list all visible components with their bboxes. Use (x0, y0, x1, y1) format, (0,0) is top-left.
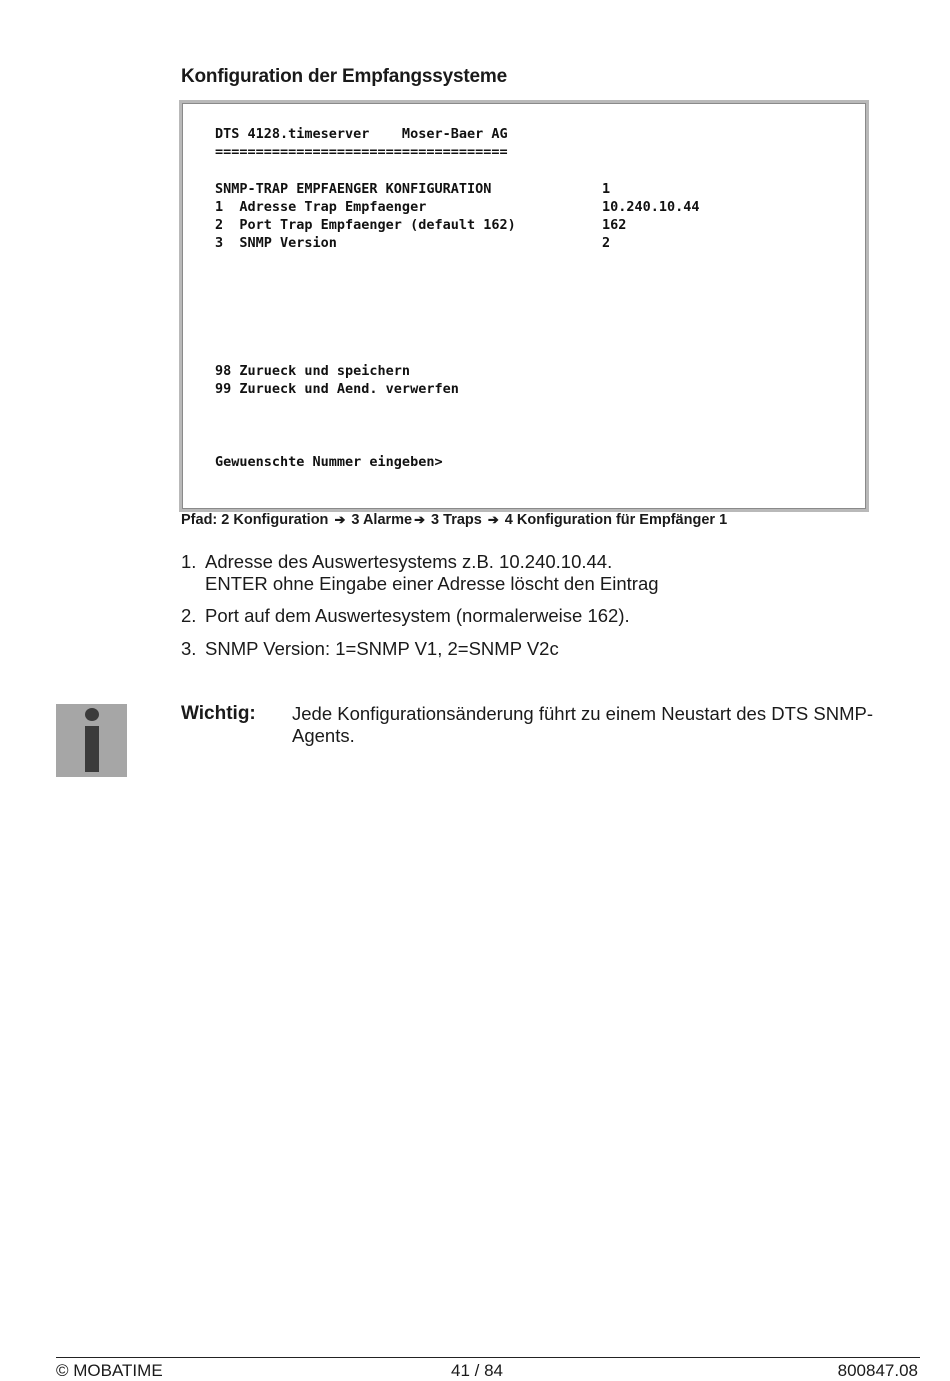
list-text: ENTER ohne Eingabe einer Adresse löscht den Eintrag (205, 573, 659, 594)
arrow-right-icon: ➔ (414, 512, 426, 527)
terminal-option-value: 162 (602, 217, 627, 233)
note-label: Wichtig: (181, 703, 256, 724)
terminal-action-save: 98 Zurueck und speichern (215, 363, 411, 379)
arrow-right-icon: ➔ (487, 512, 499, 527)
footer-document-id: 800847.08 (837, 1361, 918, 1380)
note-text: Jede Konfigurationsänderung führt zu einem Neustart des DTS SNMP-Agents. (292, 703, 873, 746)
terminal-option-label: 1 Adresse Trap Empfaenger (215, 199, 427, 215)
footer-copyright: © MOBATIME (56, 1361, 163, 1380)
arrow-right-icon: ➔ (334, 512, 346, 527)
list-number: 1. (181, 551, 197, 572)
info-icon-dot (85, 708, 99, 721)
list-text: Adresse des Auswertesystems z.B. 10.240.10.44. (205, 551, 613, 572)
list-text: Port auf dem Auswertesystem (normalerweise 162). (205, 605, 630, 626)
path-prefix: Pfad: 2 Konfiguration (181, 512, 329, 528)
path-step: 3 Traps (431, 512, 482, 528)
terminal-header: DTS 4128.timeserver Moser-Baer AG (215, 126, 508, 142)
footer-page-number: 41 / 84 (451, 1361, 503, 1380)
terminal-action-discard: 99 Zurueck und Aend. verwerfen (215, 381, 459, 397)
terminal-menu-title-value: 1 (602, 181, 611, 197)
menu-path (181, 512, 727, 528)
path-step: 4 Konfiguration für Empfänger 1 (504, 512, 728, 528)
path-step: 3 Alarme (351, 512, 413, 528)
footer-divider (56, 1357, 920, 1358)
terminal-menu-title: SNMP-TRAP EMPFAENGER KONFIGURATION (215, 181, 492, 197)
list-text: SNMP Version: 1=SNMP V1, 2=SNMP V2c (205, 638, 559, 659)
info-icon-stem (85, 726, 99, 772)
info-icon (56, 704, 127, 777)
section-title: Konfiguration der Empfangssysteme (181, 66, 507, 87)
terminal-separator: ==================================== (215, 144, 508, 160)
terminal-prompt: Gewuenschte Nummer eingeben> (215, 454, 443, 470)
terminal-option-label: 3 SNMP Version (215, 235, 337, 251)
terminal-screenshot (179, 100, 869, 512)
terminal-option-label: 2 Port Trap Empfaenger (default 162) (215, 217, 516, 233)
list-number: 3. (181, 638, 197, 659)
terminal-option-value: 10.240.10.44 (602, 199, 700, 215)
terminal-option-value: 2 (602, 235, 611, 251)
list-number: 2. (181, 605, 197, 626)
